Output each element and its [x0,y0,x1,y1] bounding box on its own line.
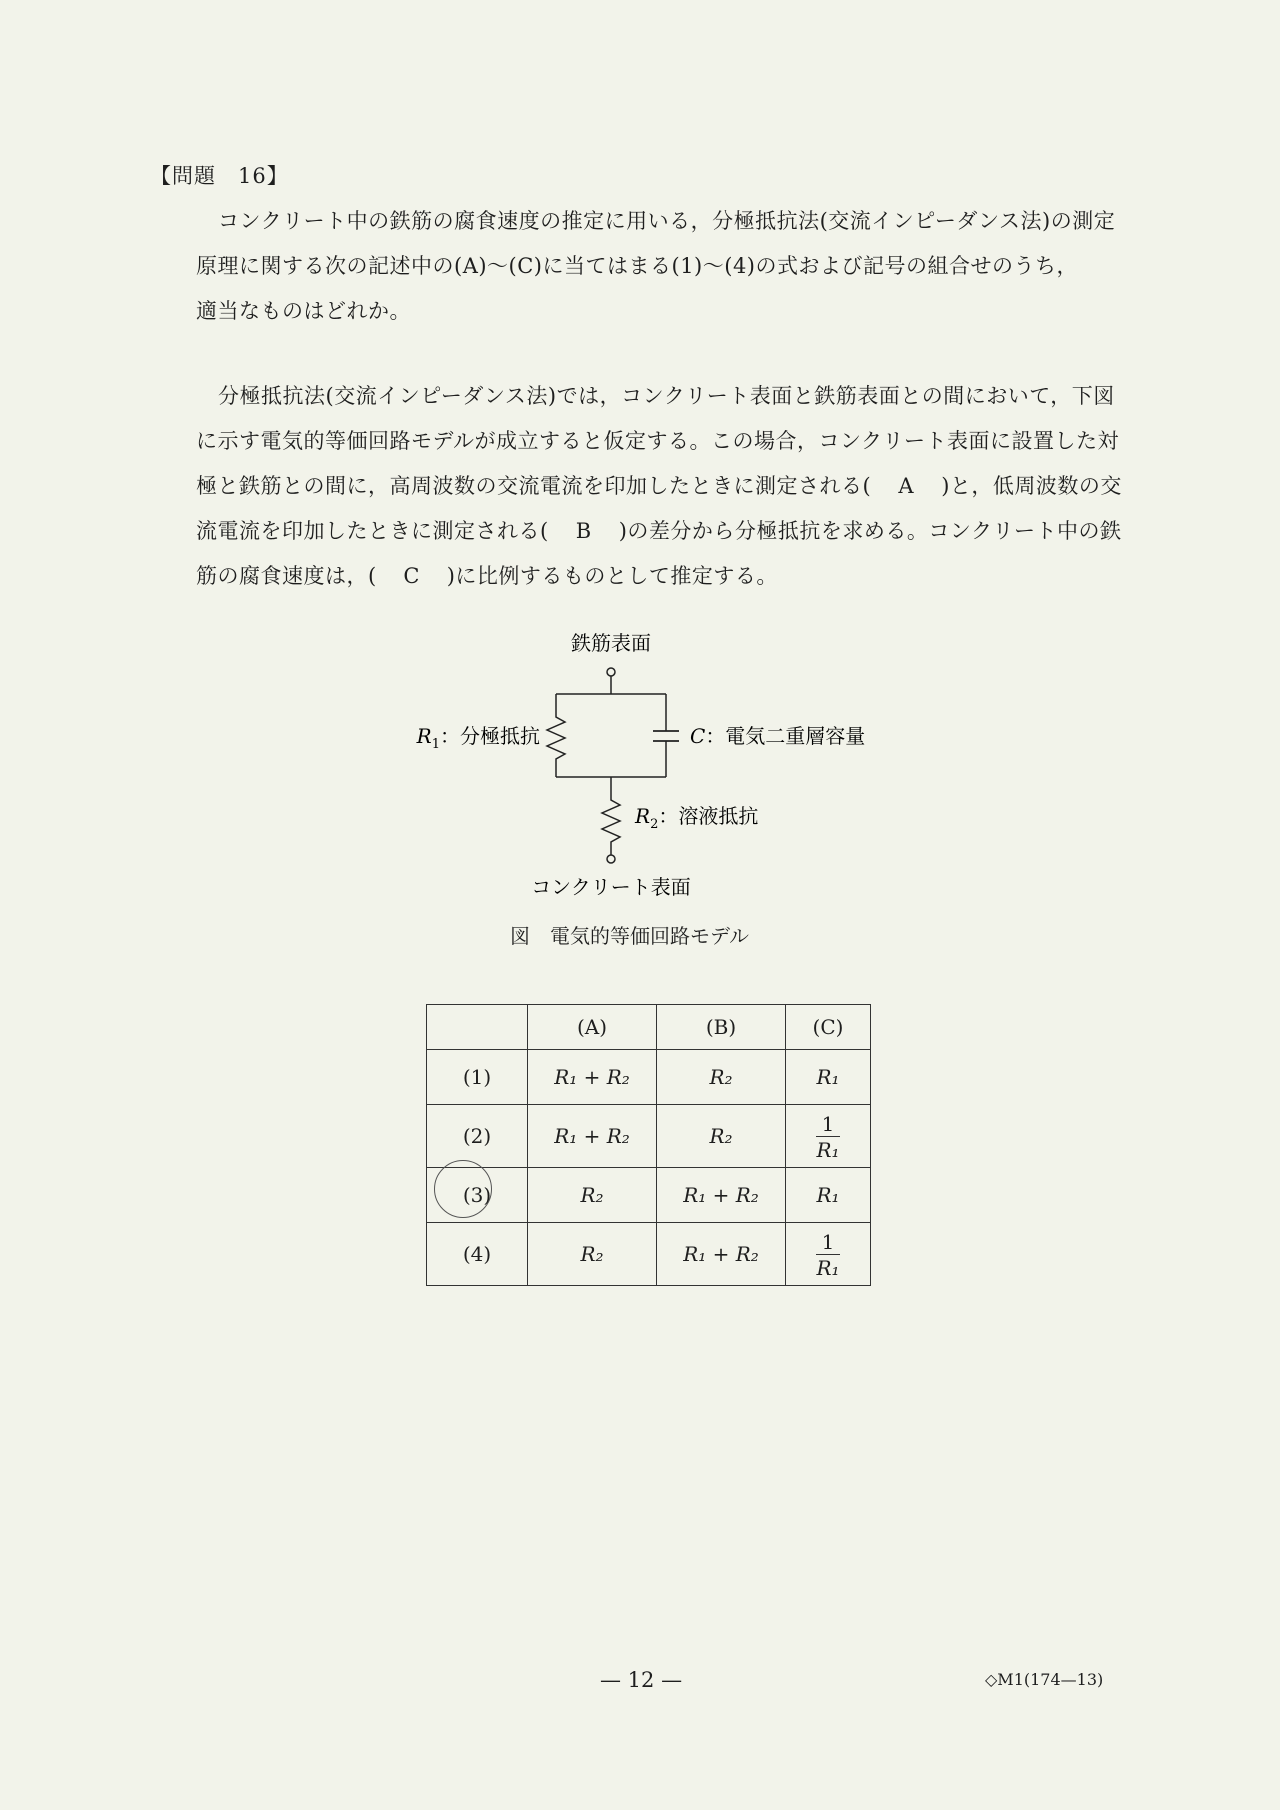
page-number: — 12 — [600,1668,683,1692]
table-row [427,1168,871,1223]
r2-symbol: R [635,804,651,828]
figure-caption: 図 電気的等価回路モデル [510,924,749,948]
r2-subscript: 2 [650,817,659,832]
r1-description: ：分極抵抗 [440,724,540,748]
passage-line-4-rest: )の差分から分極抵抗を求める。コンクリート中の鉄 [618,519,1122,543]
option-label: (4) [427,1223,528,1286]
fraction-denominator: R₁ [816,1256,840,1280]
c-label [690,724,865,748]
cell-a: R₁ + R₂ [528,1105,657,1168]
equivalent-circuit-diagram [380,620,900,910]
header-b: (B) [657,1005,786,1050]
question-line-2: 原理に関する次の記述中の(A)～(C)に当てはまる(1)～(4)の式および記号の組合せのうち， [196,254,1078,278]
bottom-terminal [607,855,615,863]
fraction [816,1114,841,1160]
cell-c [786,1223,871,1286]
cell-a: R₁ + R₂ [528,1050,657,1105]
cell-c: R₁ [786,1050,871,1105]
option-label: (1) [427,1050,528,1105]
top-terminal [607,668,615,676]
top-terminal-label: 鉄筋表面 [571,631,651,655]
question-line-3: 適当なものはどれか。 [196,299,411,323]
cell-b: R₂ [657,1050,786,1105]
c-description: ：電気二重層容量 [705,724,866,748]
passage-line-4-text: 流電流を印加したときに測定される( [196,519,549,543]
passage-line-1: 分極抵抗法(交流インピーダンス法)では，コンクリート表面と鉄筋表面との間において，下図 [218,384,1115,408]
fraction-numerator: 1 [816,1232,841,1255]
cell-a: R₂ [528,1168,657,1223]
question-line-1: コンクリート中の鉄筋の腐食速度の推定に用いる，分極抵抗法(交流インピーダンス法)の測定 [218,209,1116,233]
table-header-row [427,1005,871,1050]
r2-resistor [602,777,620,855]
header-empty [427,1005,528,1050]
blank-a: A [898,474,915,498]
r2-description: ：溶液抵抗 [658,804,759,828]
answer-options-table [426,1004,871,1286]
cell-b: R₁ + R₂ [657,1168,786,1223]
blank-b: B [575,519,592,543]
handwritten-circle-mark [434,1160,492,1218]
r2-label [634,804,758,832]
cell-b: R₁ + R₂ [657,1223,786,1286]
cell-a: R₂ [528,1223,657,1286]
fraction-numerator: 1 [816,1114,841,1137]
r1-resistor [547,694,565,777]
table-row [427,1223,871,1286]
option-label: (3) [427,1168,528,1223]
passage-line-5-text: 筋の腐食速度は，( [196,564,377,588]
fraction-denominator: R₁ [816,1138,840,1162]
passage-line-5 [196,560,778,590]
header-c: (C) [786,1005,871,1050]
cell-c: R₁ [786,1168,871,1223]
option-label: (2) [427,1105,528,1168]
passage-line-3-rest: )と，低周波数の交 [941,474,1122,498]
cell-b: R₂ [657,1105,786,1168]
passage-line-4 [196,515,1121,545]
r1-symbol: R [416,724,432,748]
cell-c [786,1105,871,1168]
c-symbol: C [690,724,706,748]
fraction [816,1232,841,1278]
table-row [427,1105,871,1168]
passage-line-5-rest: )に比例するものとして推定する。 [446,564,778,588]
table-row [427,1050,871,1105]
passage-line-2: に示す電気的等価回路モデルが成立すると仮定する。この場合，コンクリート表面に設置した対 [196,429,1120,453]
question-heading: 【問題 16】 [150,164,289,188]
header-a: (A) [528,1005,657,1050]
blank-c: C [403,564,420,588]
bottom-terminal-label: コンクリート表面 [531,875,691,899]
r1-label [416,724,540,752]
passage-line-3 [196,470,1122,500]
r1-subscript: 1 [431,737,440,752]
exam-code: ◇M1(174—13) [985,1670,1104,1689]
passage-line-3-text: 極と鉄筋との間に，高周波数の交流電流を印加したときに測定される( [196,474,872,498]
